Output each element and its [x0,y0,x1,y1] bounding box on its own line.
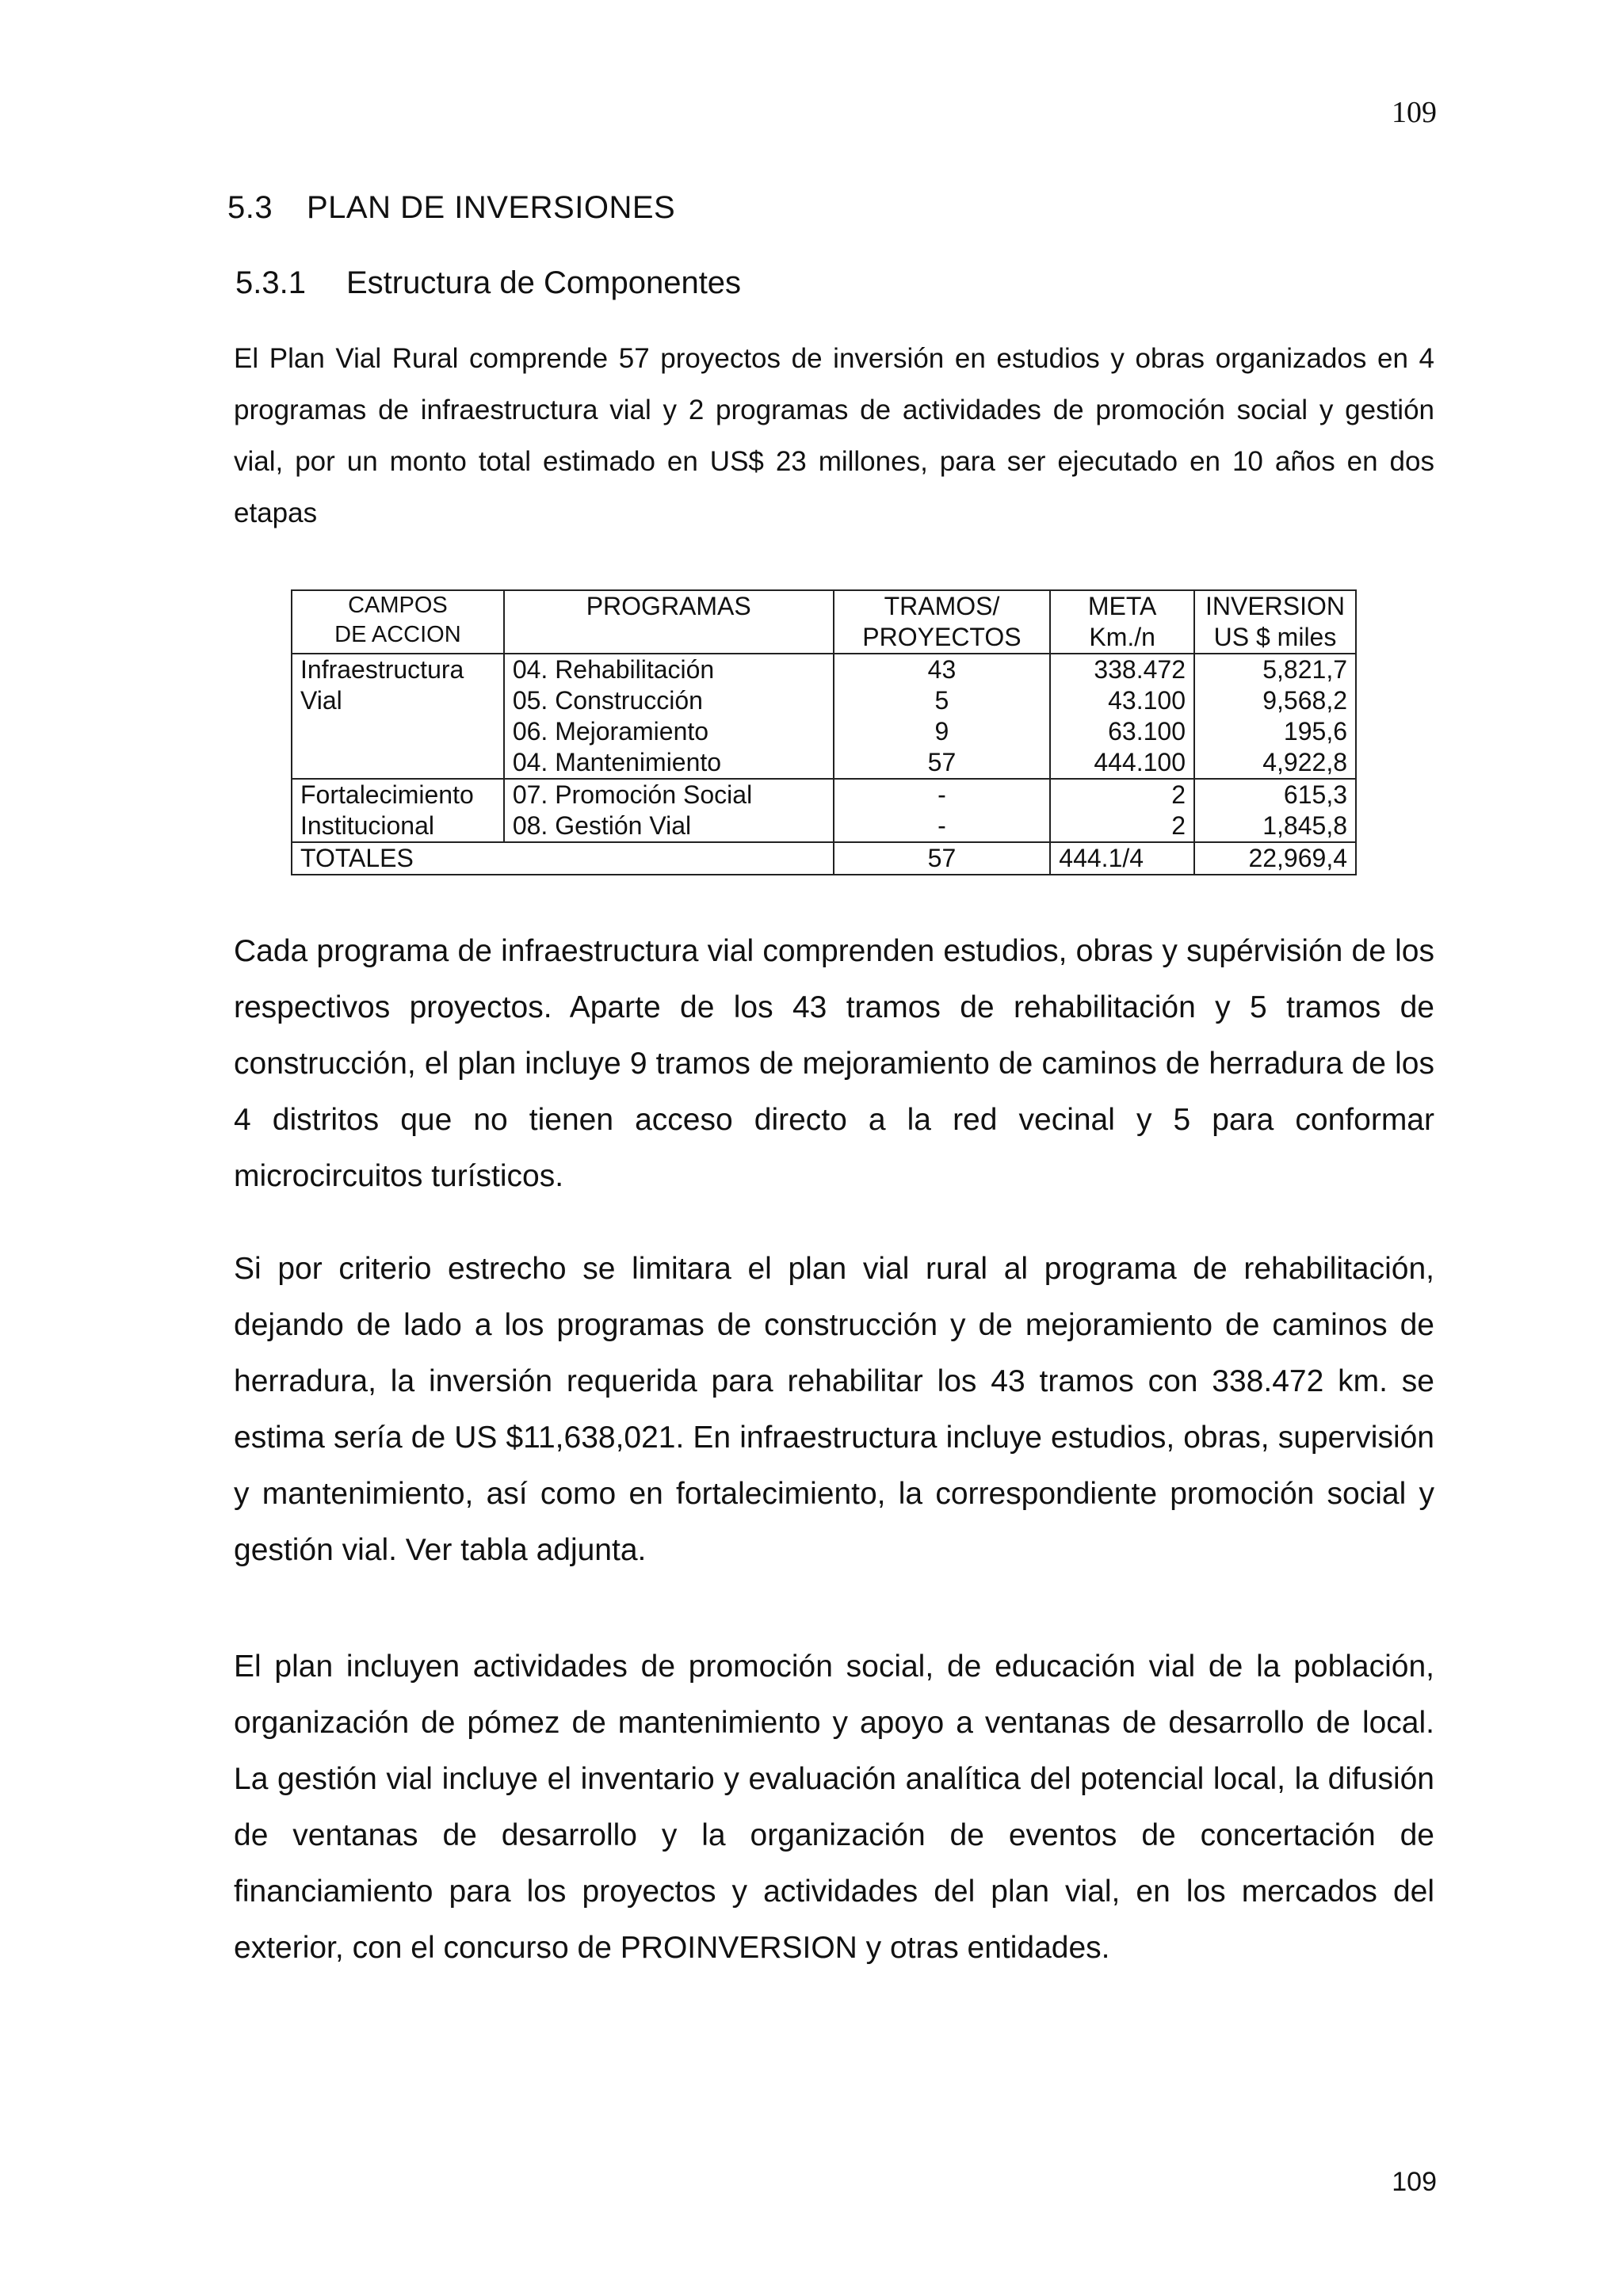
tramos-cell: 9 [834,716,1051,747]
page-number-top: 109 [1392,96,1437,129]
inversion-cell: 1,845,8 [1194,810,1356,842]
group-infraestructura [292,654,1356,779]
header-inversion [1194,590,1356,654]
totals-inversion: 22,969,4 [1194,842,1356,875]
header-programas: PROGRAMAS [504,590,834,654]
section-heading [227,190,675,226]
table-header [292,590,1356,654]
campo-cell: Institucional [292,810,504,842]
campo-cell: Fortalecimiento [292,779,504,810]
programa-cell: 04. Mantenimiento [504,747,834,779]
meta-cell: 63.100 [1050,716,1194,747]
inversion-cell: 195,6 [1194,716,1356,747]
header-campos-line2: DE ACCION [334,622,461,647]
meta-cell: 2 [1050,779,1194,810]
table-row [292,685,1356,716]
header-meta [1050,590,1194,654]
programa-cell: 04. Rehabilitación [504,654,834,685]
paragraph-activities: El plan incluyen actividades de promoción social, de educación vial de la población, organización de pómez de mantenimiento y apoyo a ventanas de desarrollo de local. La gestión vial incluye el inventario y evaluación analítica del potencial local, la difusión de ventanas de desarrollo y la organización de eventos de concertación de financiamiento para los proyectos y actividades del plan vial, en los mercados del exterior, con el concurso de PROINVERSION y otras entidades. [234,1650,1434,1965]
paragraph-rehabilitation: Si por criterio estrecho se limitara el plan vial rural al programa de rehabilitación, dejando de lado a los programas de construcción y de mejoramiento de caminos de herradura, la inversión requerida para rehabilitar los 43 tramos con 338.472 km. se estima sería de US $11,638,021. En infraestructura incluye estudios, obras, supervisión y mantenimiento, así como en fortalecimiento, la correspondiente promoción social y gestión vial. Ver tabla adjunta. [234,1252,1434,1567]
meta-cell: 444.100 [1050,747,1194,779]
campo-cell: Infraestructura [292,654,504,685]
header-tramos-line2: PROYECTOS [862,623,1022,651]
header-inversion-line2: US $ miles [1213,623,1337,651]
header-meta-line1: META [1087,592,1157,620]
programa-cell: 08. Gestión Vial [504,810,834,842]
group-fortalecimiento [292,779,1356,842]
programa-cell: 06. Mejoramiento [504,716,834,747]
header-inversion-line1: INVERSION [1205,592,1345,620]
tramos-cell: 5 [834,685,1051,716]
section-title: PLAN DE INVERSIONES [307,190,676,225]
campo-cell: Vial [292,685,504,716]
tramos-cell: - [834,810,1051,842]
meta-cell: 2 [1050,810,1194,842]
header-campos [292,590,504,654]
header-meta-line2: Km./n [1089,623,1155,651]
table-row [292,654,1356,685]
intro-paragraph: El Plan Vial Rural comprende 57 proyectos de inversión en estudios y obras organizados en 4 programas de infraestructura vial y 2 programas de actividades de promoción social y gestión vial, por un monto total estimado en US$ 23 millones, para ser ejecutado en 10 años en dos etapas [234,343,1434,528]
totals-meta: 444.1/4 [1050,842,1194,875]
header-tramos [834,590,1051,654]
inversion-cell: 4,922,8 [1194,747,1356,779]
table-row [292,716,1356,747]
campo-cell-empty [292,747,504,779]
header-campos-line1: CAMPOS [348,593,448,618]
totals-label: TOTALES [292,842,834,875]
paragraph-programs: Cada programa de infraestructura vial comprenden estudios, obras y supérvisión de los respectivos proyectos. Aparte de los 43 tramos de rehabilitación y 5 tramos de construcción, el plan incluye 9 tramos de mejoramiento de caminos de herradura de los 4 distritos que no tienen acceso directo a la red vecinal y 5 para conformar microcircuitos turísticos. [234,934,1434,1193]
programa-cell: 05. Construcción [504,685,834,716]
header-tramos-line1: TRAMOS/ [884,592,1000,620]
meta-cell: 338.472 [1050,654,1194,685]
inversion-cell: 9,568,2 [1194,685,1356,716]
subsection-number: 5.3.1 [235,265,306,300]
tramos-cell: - [834,779,1051,810]
table-row [292,747,1356,779]
tramos-cell: 43 [834,654,1051,685]
subsection-title: Estructura de Componentes [346,265,742,300]
table-row [292,810,1356,842]
inversion-cell: 5,821,7 [1194,654,1356,685]
campo-cell-empty [292,716,504,747]
meta-cell: 43.100 [1050,685,1194,716]
programa-cell: 07. Promoción Social [504,779,834,810]
tramos-cell: 57 [834,747,1051,779]
table-row [292,779,1356,810]
investment-table [291,589,1357,875]
table-header-row [292,590,1356,654]
section-number: 5.3 [227,190,273,225]
totals-row [292,842,1356,875]
inversion-cell: 615,3 [1194,779,1356,810]
totals-tramos: 57 [834,842,1051,875]
totals-section [292,842,1356,875]
subsection-heading [235,265,741,301]
page-number-bottom: 109 [1392,2167,1437,2197]
